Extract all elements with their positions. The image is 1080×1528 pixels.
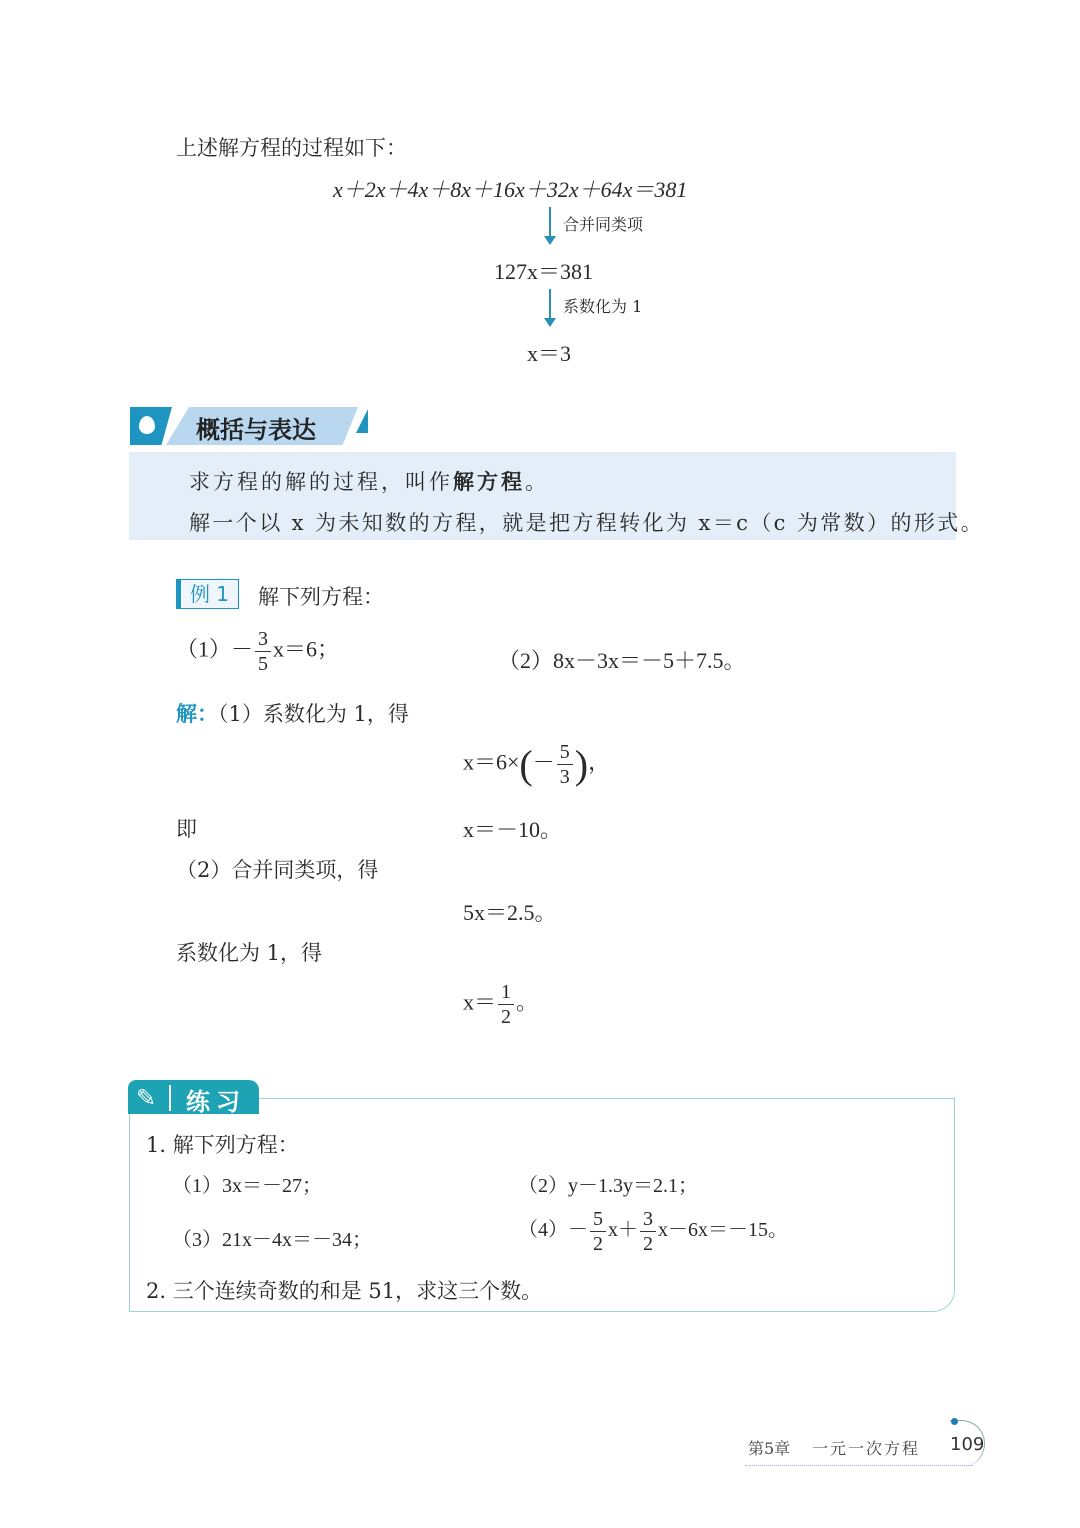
exercise-item-2: （2）y－1.3y＝2.1； <box>518 1175 698 1197</box>
step-combine-label: 合并同类项 <box>563 215 644 234</box>
eq-tail: x－6x＝－15。 <box>658 1219 788 1242</box>
eq-head: （4）－ <box>518 1219 588 1242</box>
problem-1-tail: x＝6； <box>273 636 340 662</box>
example-badge: 例 1 <box>176 579 239 609</box>
solution-ji: 即 <box>176 817 197 841</box>
intro-text: 上述解方程的过程如下： <box>176 136 407 160</box>
eq-head: x＝6× <box>463 749 520 775</box>
fraction-numerator: 5 <box>557 740 573 765</box>
arrow-down-icon <box>549 289 551 325</box>
fraction-denominator: 3 <box>559 766 570 788</box>
fraction-numerator: 5 <box>590 1207 606 1232</box>
equation-combined: 127x＝381 <box>494 259 594 284</box>
footer-chapter: 第5章 <box>748 1439 791 1458</box>
summary-line1: 求方程的解的过程，叫作 <box>189 470 453 494</box>
footer-divider <box>745 1465 973 1466</box>
summary-title: 概括与表达 <box>196 416 316 444</box>
fraction-numerator: 3 <box>255 627 271 652</box>
solution-step-1: （1）系数化为 1，得 <box>218 702 409 726</box>
summary-line2: 解一个以 x 为未知数的方程，就是把方程转化为 x＝c（c 为常数）的形式。 <box>189 511 985 535</box>
eq-head: x＝ <box>463 989 497 1015</box>
step-coefficient-label: 系数化为 1 <box>563 297 643 316</box>
page-dot-decoration <box>951 1418 958 1425</box>
fraction-numerator: 3 <box>640 1207 656 1232</box>
summary-term: 解方程 <box>453 470 525 494</box>
exercise-title: 练习 <box>186 1088 246 1116</box>
summary-line1-end: 。 <box>525 470 549 494</box>
eq-tail: 。 <box>516 989 539 1015</box>
fraction-denominator: 2 <box>643 1233 653 1255</box>
summary-header <box>130 407 370 445</box>
exercise-q2: 2. 三个连续奇数的和是 51，求这三个数。 <box>146 1279 543 1303</box>
pencil-ruler-icon: ✎ <box>136 1084 157 1112</box>
solution-equation-1: x＝6×(－ $\frac{5}{3}$ )， <box>463 741 611 788</box>
exercise-q1: 1. 解下列方程： <box>146 1133 299 1157</box>
page-number: 109 <box>950 1434 985 1455</box>
equation-solution: x＝3 <box>527 341 572 366</box>
fraction-denominator: 2 <box>593 1233 603 1255</box>
solution-equation-2: 5x＝2.5。 <box>463 900 557 925</box>
solution-label: 解： <box>176 702 218 726</box>
solution-step-2: （2）合并同类项，得 <box>176 858 379 882</box>
problem-1-label: （1）－ <box>176 636 254 662</box>
eq-minus: － <box>532 749 555 775</box>
eq-mid: x＋ <box>608 1219 638 1242</box>
flame-icon <box>130 407 172 445</box>
exercise-item-3: （3）21x－4x＝－34； <box>172 1229 372 1251</box>
eq-tail: ， <box>588 749 611 775</box>
footer-chapter-title: 一元一次方程 <box>812 1439 921 1458</box>
page-arc-decoration <box>950 1420 985 1467</box>
exercise-item-1: （1）3x＝－27； <box>172 1175 322 1197</box>
exercise-item-4 <box>518 1207 788 1256</box>
summary-box <box>129 452 985 540</box>
fraction-denominator: 5 <box>258 653 269 675</box>
solution-step-3: 系数化为 1，得 <box>176 941 323 965</box>
example-prompt: 解下列方程： <box>258 585 384 609</box>
fraction-denominator: 2 <box>501 1006 512 1028</box>
example-problem-1 <box>176 627 339 676</box>
arrow-down-icon <box>549 207 551 243</box>
solution-result-2 <box>463 980 538 1029</box>
solution-result-1: x＝－10。 <box>463 817 563 842</box>
exercise-header <box>128 1080 259 1114</box>
fraction-numerator: 1 <box>498 980 514 1005</box>
example-problem-2: （2）8x－3x＝－5＋7.5。 <box>498 648 746 673</box>
equation-original: x＋2x＋4x＋8x＋16x＋32x＋64x＝381 <box>333 177 688 202</box>
